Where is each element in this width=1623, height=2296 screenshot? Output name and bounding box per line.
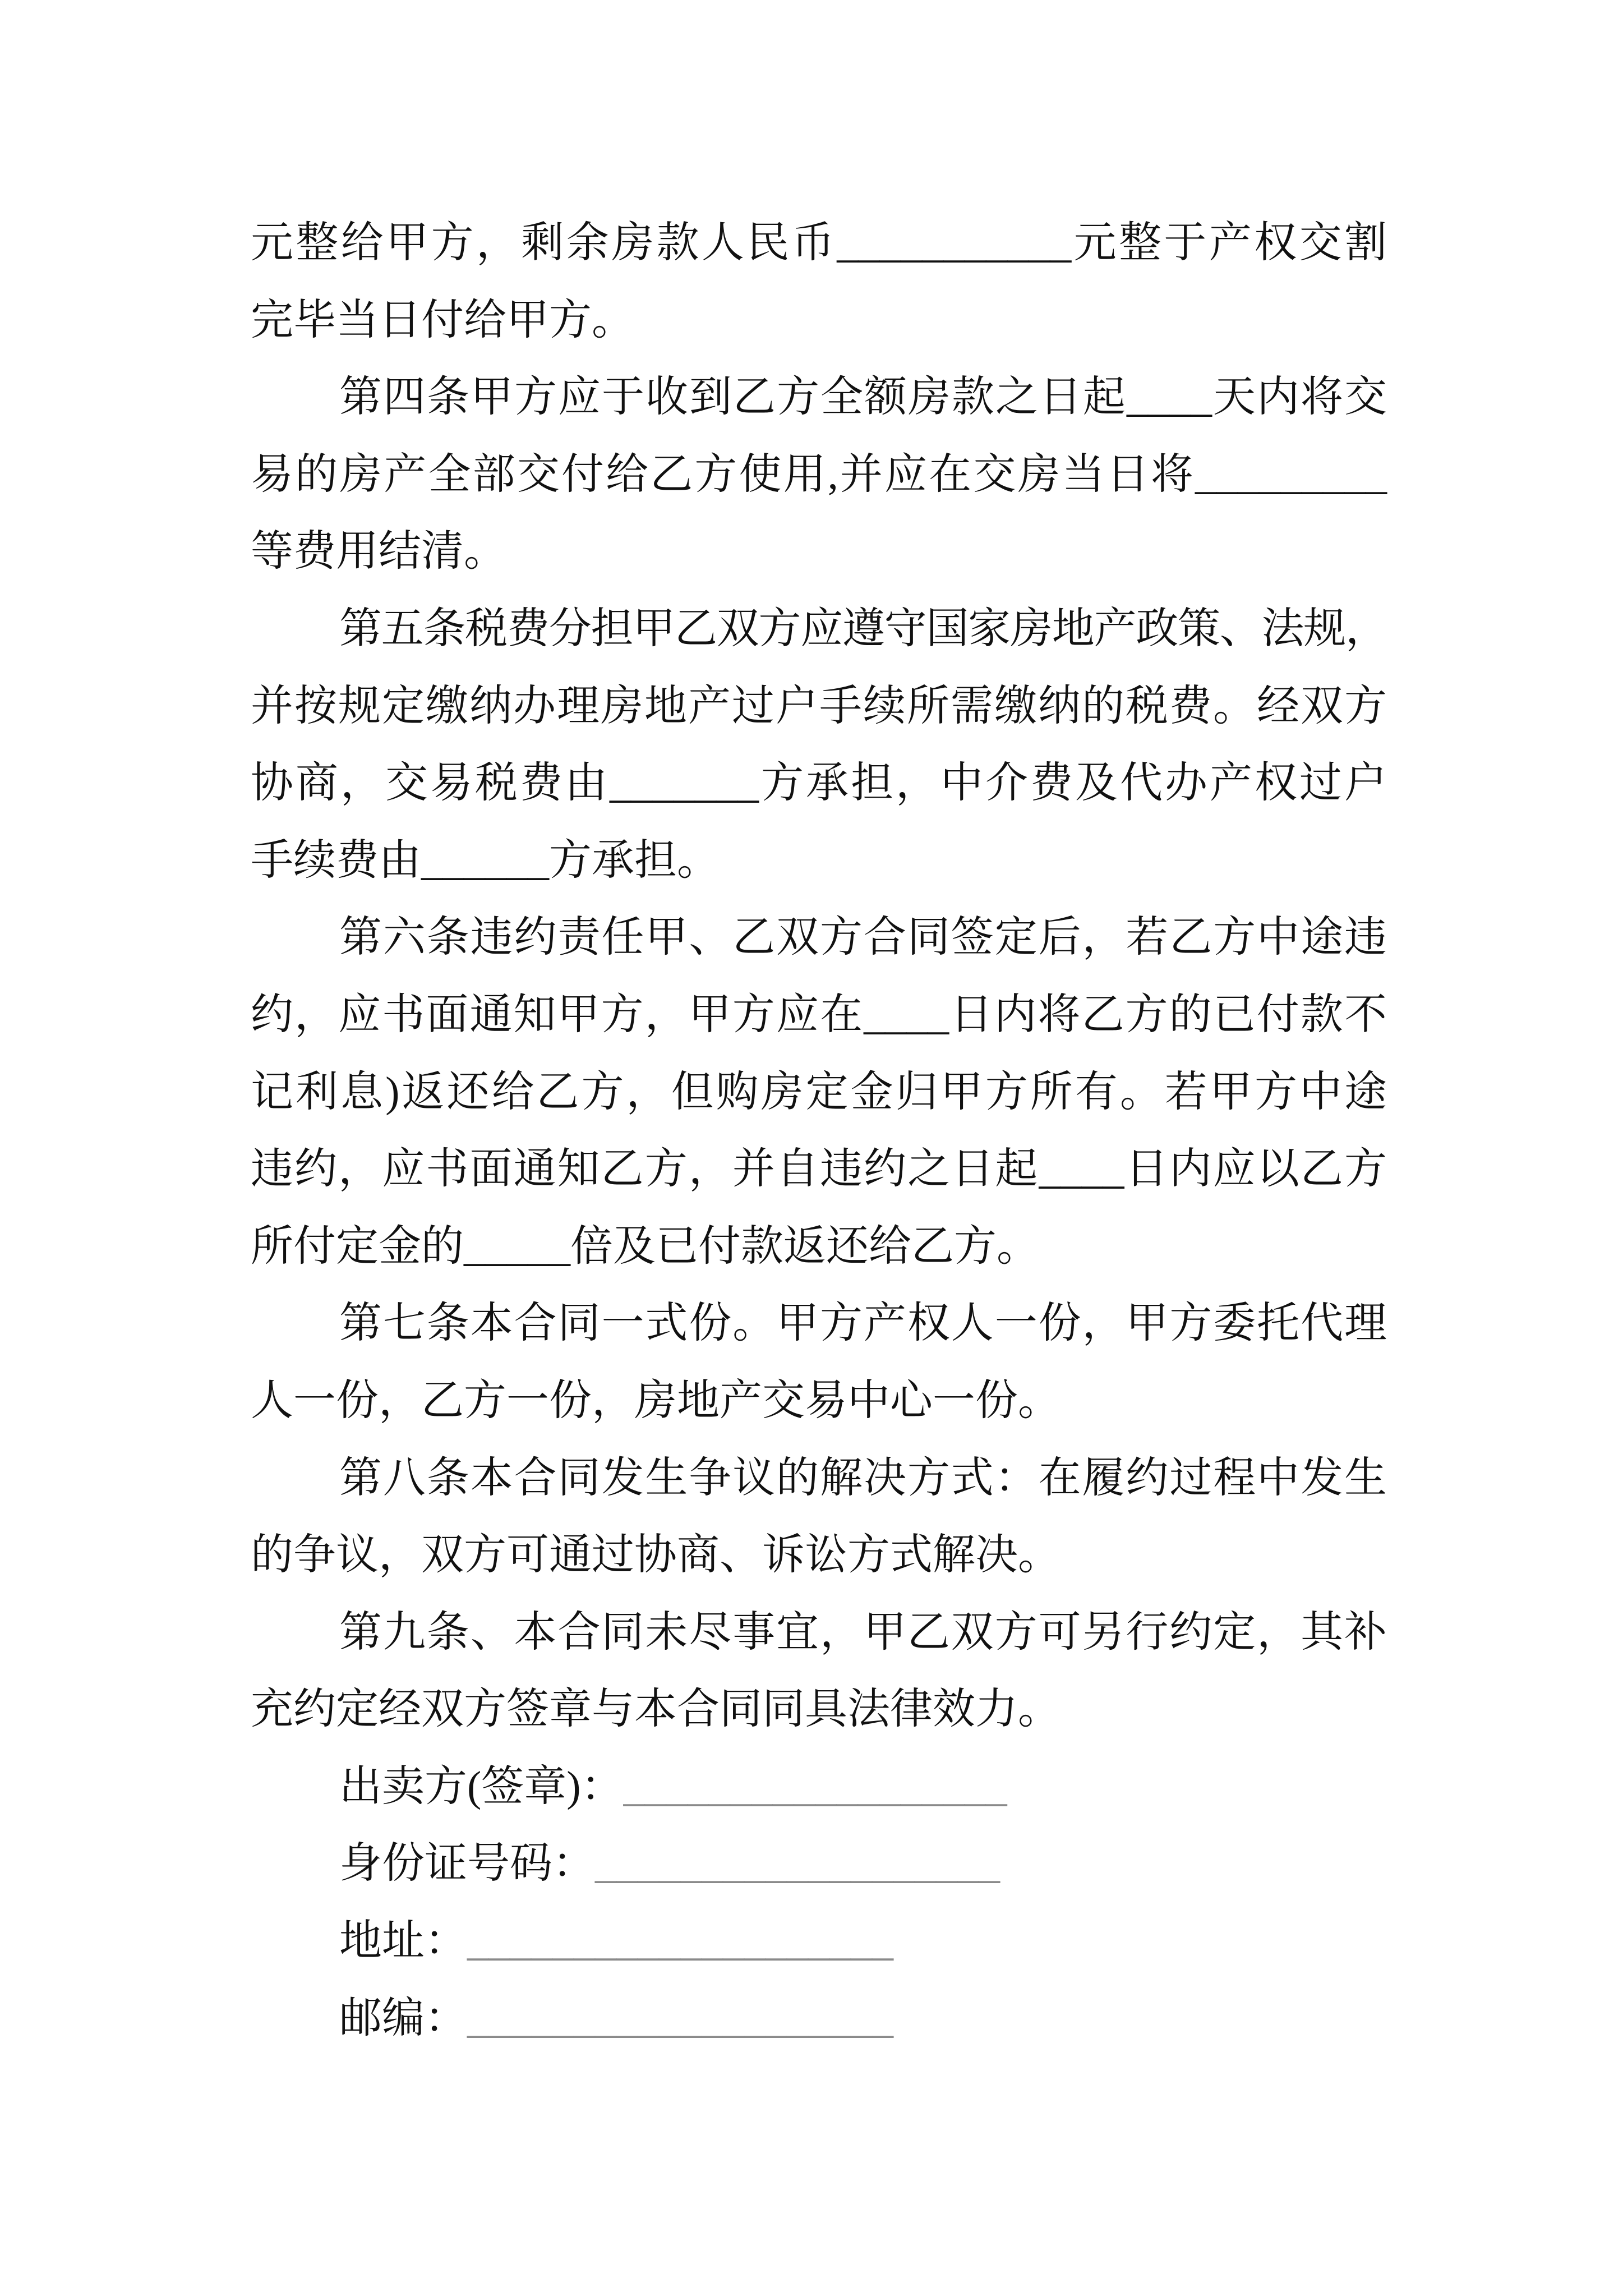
document-line: 第八条本合同发生争议的解决方式：在履约过程中发生 <box>339 1454 1387 1502</box>
field-label: 邮编： <box>339 1994 467 2042</box>
clause-5-taxes <box>251 591 1387 899</box>
clause-4-handover <box>251 359 1387 591</box>
document-line: 第七条本合同一式份。甲方产权人一份，甲方委托代理 <box>339 1300 1387 1347</box>
document-line: 第六条违约责任甲、乙双方合同签定后，若乙方中途违 <box>339 914 1387 961</box>
field-blank-line: ____________________ <box>467 1994 893 2042</box>
document-line: 所付定金的_____倍及已付款返还给乙方。 <box>251 1222 1039 1270</box>
document-line: 等费用结清。 <box>251 528 506 576</box>
document-line: 约，应书面通知甲方，甲方应在____日内将乙方的已付款不 <box>251 991 1387 1038</box>
document-line: 人一份，乙方一份，房地产交易中心一份。 <box>251 1377 1061 1424</box>
field-blank-line: ___________________ <box>595 1840 1000 1888</box>
document-line: 充约定经双方签章与本合同同具法律效力。 <box>251 1686 1061 1733</box>
clause-payment-continuation <box>251 205 1387 359</box>
field-blank-line: ____________________ <box>467 1917 893 1965</box>
document-line: 第四条甲方应于收到乙方全额房款之日起____天内将交 <box>339 374 1387 421</box>
document-line: 手续费由______方承担。 <box>251 836 720 884</box>
document-line: 元整给甲方，剩余房款人民币___________元整于产权交割 <box>251 219 1387 266</box>
clause-8-disputes <box>251 1440 1387 1594</box>
document-line: 的争议，双方可通过协商、诉讼方式解决。 <box>251 1531 1061 1579</box>
signature-field-address <box>251 1903 1387 1980</box>
clause-6-breach <box>251 899 1387 1285</box>
clause-7-copies <box>251 1285 1387 1439</box>
document-line: 违约，应书面通知乙方，并自违约之日起____日内应以乙方 <box>251 1145 1387 1193</box>
document-line: 协商，交易税费由_______方承担，中介费及代办产权过户 <box>251 760 1387 807</box>
signature-field-seller <box>251 1749 1387 1826</box>
field-blank-line: __________________ <box>623 1763 1007 1810</box>
signature-field-postcode <box>251 1980 1387 2058</box>
document-page <box>251 205 1387 2057</box>
signature-block <box>251 1749 1387 2057</box>
field-label: 身份证号码： <box>339 1840 595 1888</box>
field-label: 出卖方(签章)： <box>339 1763 624 1810</box>
document-line: 记利息)返还给乙方，但购房定金归甲方所有。若甲方中途 <box>251 1068 1387 1116</box>
document-line: 完毕当日付给甲方。 <box>251 296 634 344</box>
signature-field-id-number <box>251 1825 1387 1903</box>
document-line: 第九条、本合同未尽事宜，甲乙双方可另行约定，其补 <box>339 1608 1387 1656</box>
document-line: 第五条税费分担甲乙双方应遵守国家房地产政策、法规， <box>339 605 1387 652</box>
document-line: 并按规定缴纳办理房地产过户手续所需缴纳的税费。经双方 <box>251 682 1387 730</box>
clause-9-supplement <box>251 1594 1387 1749</box>
document-line: 易的房产全部交付给乙方使用,并应在交房当日将_________ <box>251 450 1387 498</box>
field-label: 地址： <box>339 1917 467 1965</box>
